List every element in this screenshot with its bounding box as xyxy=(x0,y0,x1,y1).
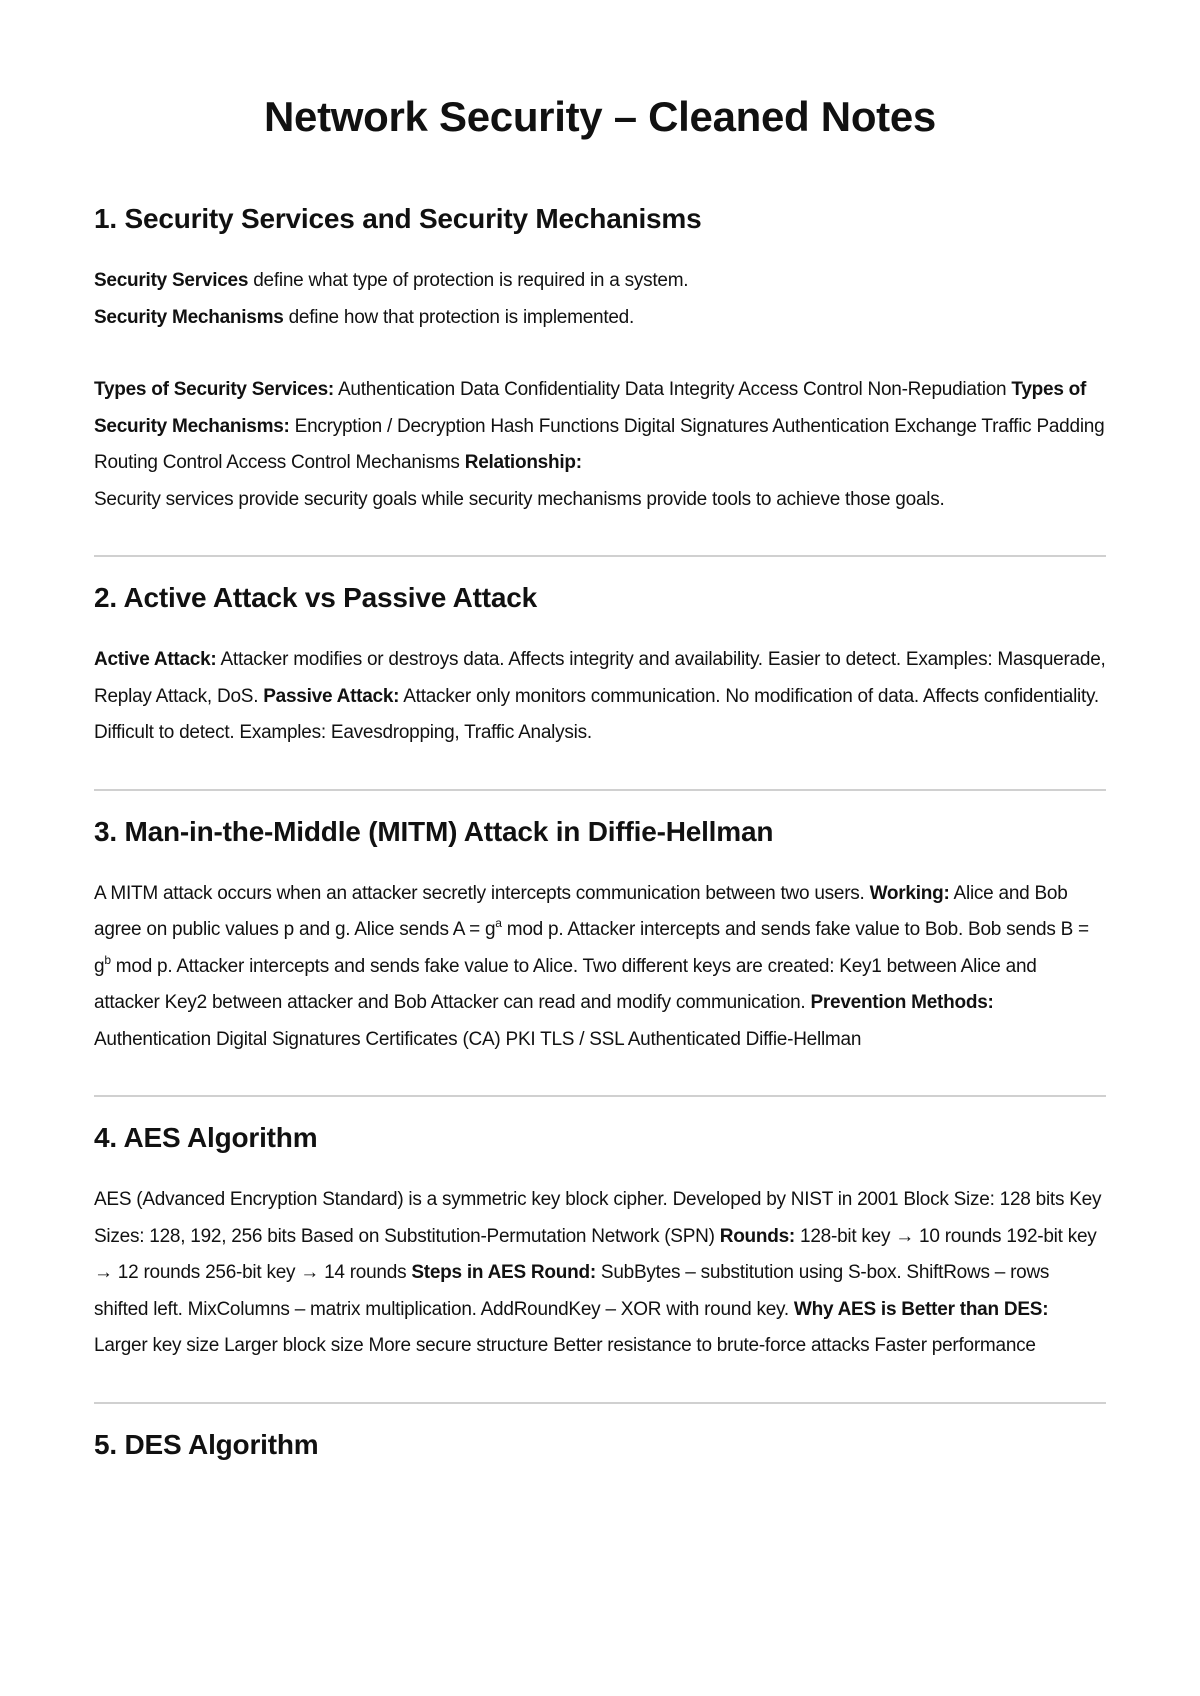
attack-paragraph xyxy=(94,642,1106,752)
body-text: Authentication Data Confidentiality Data Integrity Access Control Non-Repudiation xyxy=(334,379,1012,400)
section-heading: 5. DES Algorithm xyxy=(94,1428,319,1460)
body-text: A MITM attack occurs when an attacker secretly intercepts communication between two users. xyxy=(94,882,870,904)
types-paragraph xyxy=(94,372,1106,518)
term-label: Prevention Methods: xyxy=(810,992,994,1013)
body-text: Alice and Bob agree on public values p and g. Alice sends A = g xyxy=(94,882,1068,940)
section-divider xyxy=(94,789,1106,791)
section-divider xyxy=(94,1095,1106,1097)
body-text: Authentication Digital Signatures Certificates (CA) PKI TLS / SSL Authenticated Diffie-Hellman xyxy=(94,1028,862,1050)
body-text: mod p. Attacker intercepts and sends fake value to Alice. Two different keys are created: Key1 between Alice and attacker Key2 between attacker and Bob Attacker can read and modify communication. xyxy=(94,955,1037,1013)
section-heading: 2. Active Attack vs Passive Attack xyxy=(94,582,538,613)
aes-paragraph xyxy=(94,1182,1106,1365)
body-text: Security services provide security goals while security mechanisms provide tools to achieve those goals. xyxy=(94,488,945,510)
term-label: Passive Attack: xyxy=(263,685,400,707)
section-divider xyxy=(94,1402,1106,1404)
body-text: mod p. Attacker intercepts and sends fake value to Bob. Bob sends B = g xyxy=(94,919,1089,977)
exponent: b xyxy=(104,952,111,967)
body-text: AES (Advanced Encryption Standard) is a symmetric key block cipher. Developed by NIST in 2001 Block Size: 128 bits Key Sizes: 128, 192, 256 bits Based on Substitution-Permutation Network (SPN) xyxy=(94,1189,1102,1247)
term-label: Security Mechanisms xyxy=(94,306,284,328)
body-text: Attacker only monitors communication. No modification of data. Affects confidentiality. Difficult to detect. Examples: Eavesdropping, Traffic Analysis. xyxy=(94,685,1099,743)
section-aes-algorithm xyxy=(94,1120,1106,1365)
term-label: Security Services xyxy=(94,270,249,291)
section-heading: 3. Man-in-the-Middle (MITM) Attack in Diffie-Hellman xyxy=(94,815,774,847)
section-mitm-attack xyxy=(94,814,1106,1059)
term-label: Working: xyxy=(869,882,950,904)
body-text: Attacker modifies or destroys data. Affects integrity and availability. Easier to detect. Examples: Masquerade, Replay Attack, DoS. xyxy=(94,649,1106,707)
term-label: Why AES is Better than DES: xyxy=(793,1298,1049,1320)
body-text: Larger key size Larger block size More secure structure Better resistance to brute-force attacks Faster performance xyxy=(94,1335,1036,1356)
body-text: SubBytes – substitution using S-box. ShiftRows – rows shifted left. MixColumns – matrix multiplication. AddRoundKey – XOR with round key. xyxy=(94,1262,1050,1320)
definition-text: define what type of protection is required in a system. xyxy=(248,270,689,291)
document-title: Network Security – Cleaned Notes xyxy=(264,93,936,140)
term-label: Types of Security Mechanisms: xyxy=(94,379,1087,437)
definitions-paragraph xyxy=(94,263,1106,336)
term-label: Relationship: xyxy=(464,452,582,473)
section-active-passive-attack xyxy=(94,580,1106,752)
section-divider xyxy=(94,555,1106,557)
section-security-services xyxy=(94,201,1106,518)
term-label: Types of Security Services: xyxy=(94,379,335,400)
section-heading: 4. AES Algorithm xyxy=(94,1122,318,1153)
section-heading: 1. Security Services and Security Mechanisms xyxy=(94,203,702,234)
definition-text: define how that protection is implemented. xyxy=(283,306,635,328)
body-text: Encryption / Decryption Hash Functions Digital Signatures Authentication Exchange Traffic Padding Routing Control Access Control Mechanisms xyxy=(94,415,1105,473)
section-des-algorithm xyxy=(94,1427,1106,1463)
exponent: a xyxy=(495,916,502,930)
body-text: 128-bit key → 10 rounds 192-bit key → 12 rounds 256-bit key → 14 rounds xyxy=(94,1225,1097,1283)
term-label: Active Attack: xyxy=(94,649,217,670)
mitm-paragraph xyxy=(94,876,1106,1059)
term-label: Rounds: xyxy=(719,1225,796,1247)
term-label: Steps in AES Round: xyxy=(411,1262,596,1283)
